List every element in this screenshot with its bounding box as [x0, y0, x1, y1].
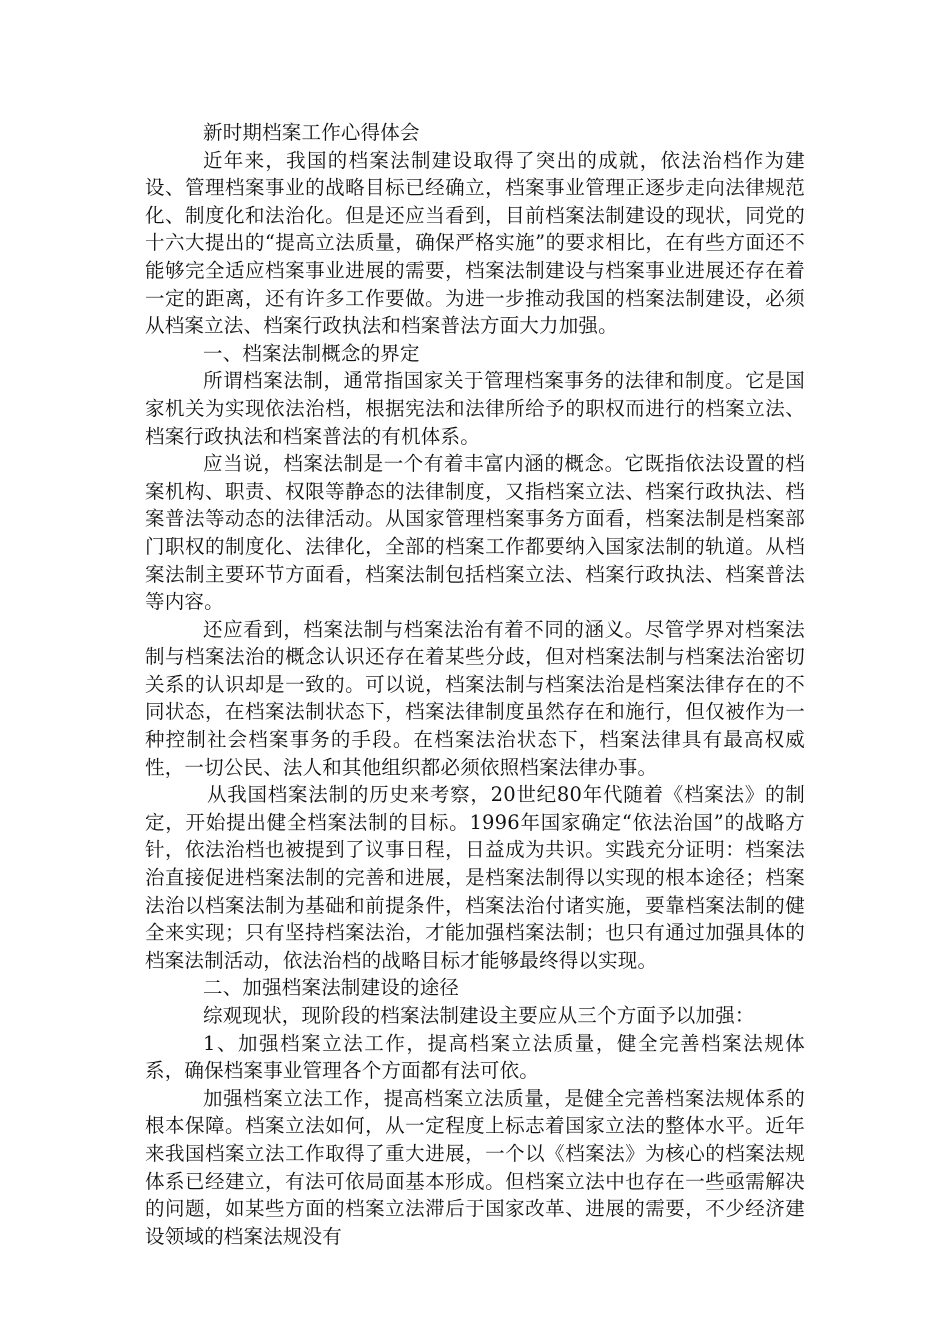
paragraph-distinction: 还应看到，档案法制与档案法治有着不同的涵义。尽管学界对档案法制与档案法治的概念认识还存在着某些分歧，但对档案法制与档案法治密切关系的认识却是一致的。可以说，档案法制与档案法治是档案法律存在的不同状态，在档案法制状态下，档案法律制度虽然存在和施行，但仅被作为一种控制社会档案事务的手段。在档案法治状态下，档案法律具有最高权威性，一切公民、法人和其他组织都必须依照档案法律办事。: [145, 617, 805, 779]
paragraph-intro: 近年来，我国的档案法制建设取得了突出的成就，依法治档作为建设、管理档案事业的战略目标已经确立，档案事业管理正逐步走向法律规范化、制度化和法治化。但是还应当看到，目前档案法制建设的现状，同党的十六大提出的“提高立法质量，确保严格实施”的要求相比，在有些方面还不能够完全适应档案事业进展的需要，档案法制建设与档案事业进展还存在着一定的距离，还有许多工作要做。为进一步推动我国的档案法制建设，必须从档案立法、档案行政执法和档案普法方面大力加强。: [145, 148, 805, 338]
paragraph-history: 从我国档案法制的历史来考察，20世纪80年代随着《档案法》的制定，开始提出健全档案法制的目标。1996年国家确定“依法治国”的战略方针，依法治档也被提到了议事日程，日益成为共识。实践充分证明：档案法治直接促进档案法制的完善和进展，是档案法制得以实现的根本途径；档案法治以档案法制为基础和前提条件，档案法治付诸实施，要靠档案法制的健全来实现；只有坚持档案法治，才能加强档案法制；也只有通过加强具体的档案法制活动，依法治档的战略目标才能够最终得以实现。: [145, 783, 805, 972]
paragraph-overview: 综观现状，现阶段的档案法制建设主要应从三个方面予以加强：: [203, 1004, 755, 1027]
paragraph-legislation: 加强档案立法工作，提高档案立法质量，是健全完善档案法规体系的根本保障。档案立法如何，从一定程度上标志着国家立法的整体水平。近年来我国档案立法工作取得了重大进展，一个以《档案法》为核心的档案法规体系已经建立，有法可依局面基本形成。但档案立法中也存在一些亟需解决的问题，如某些方面的档案立法滞后于国家改革、进展的需要，不少经济建设领域的档案法规没有: [145, 1086, 805, 1248]
section-heading-1: 一、档案法制概念的界定: [203, 341, 420, 365]
paragraph-point-1: 1、加强档案立法工作，提高档案立法质量，健全完善档案法规体系，确保档案事业管理各个方面都有法可依。: [145, 1031, 805, 1083]
paragraph-connotation: 应当说，档案法制是一个有着丰富内涵的概念。它既指依法设置的档案机构、职责、权限等静态的法律制度，又指档案立法、档案行政执法、档案普法等动态的法律活动。从国家管理档案事务方面看，档案法制是档案部门职权的制度化、法律化，全部的档案工作都要纳入国家法制的轨道。从档案法制主要环节方面看，档案法制包括档案立法、档案行政执法、档案普法等内容。: [145, 452, 805, 614]
document-title: 新时期档案工作心得体会: [203, 121, 420, 144]
paragraph-definition: 所谓档案法制，通常指国家关于管理档案事务的法律和制度。它是国家机关为实现依法治档，根据宪法和法律所给予的职权而进行的档案立法、档案行政执法和档案普法的有机体系。: [145, 369, 805, 448]
document-body: [145, 119, 805, 1250]
section-heading-2: 二、加强档案法制建设的途径: [203, 976, 460, 1000]
